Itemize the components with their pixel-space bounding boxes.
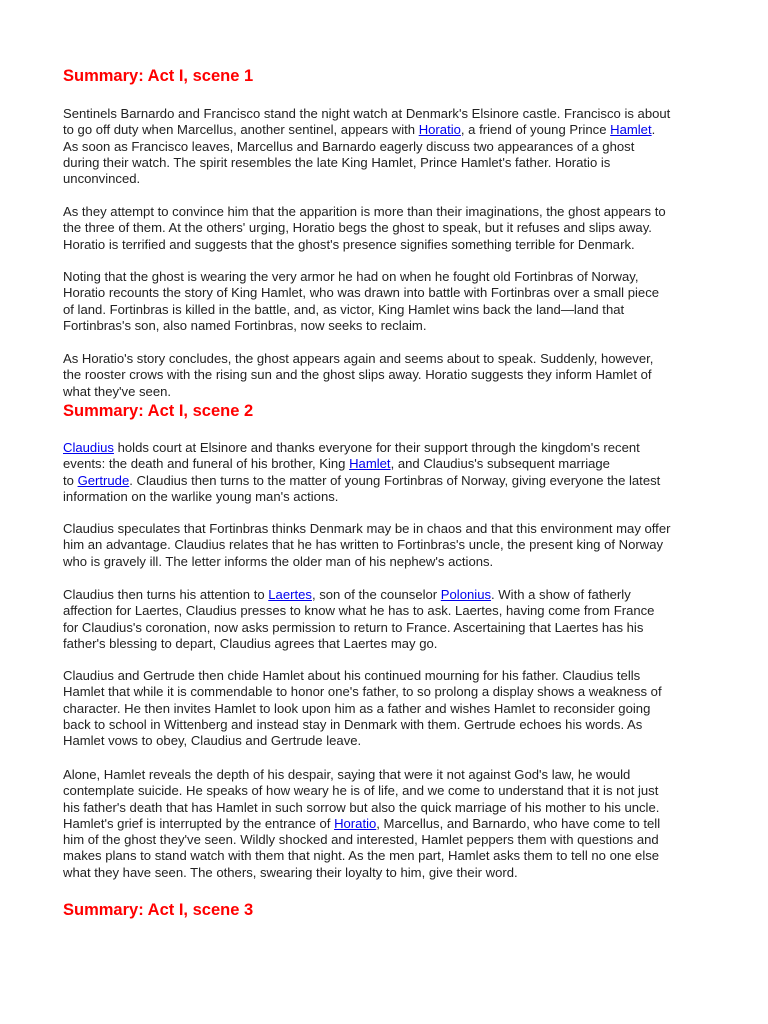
text-line bbox=[63, 603, 713, 619]
text-run: contemplate suicide. He speaks of how weary he is of life, and we come to understand that it is not just bbox=[63, 783, 659, 799]
link-horatio[interactable]: Horatio bbox=[334, 815, 377, 831]
text-line bbox=[63, 285, 713, 301]
text-line bbox=[63, 473, 713, 489]
text-run: Alone, Hamlet reveals the depth of his despair, saying that were it not against God's law, he would bbox=[63, 767, 631, 782]
text-line bbox=[63, 783, 713, 799]
text-run: to bbox=[63, 472, 78, 488]
text-run: for Claudius's coronation, now asks permission to return to France. Ascertaining that Laertes has his bbox=[63, 619, 644, 635]
text-run: , Marcellus, and Barnardo, who have come to tell bbox=[376, 815, 661, 831]
text-line bbox=[63, 717, 713, 733]
text-line bbox=[63, 302, 713, 318]
text-run: the rooster crows with the rising sun and the ghost slips away. Horatio suggests they inform Hamlet of bbox=[63, 367, 652, 383]
text-run: what they've seen. bbox=[63, 383, 172, 399]
text-run: . Claudius then turns to the matter of young Fortinbras of Norway, giving everyone the latest bbox=[129, 472, 661, 488]
text-line bbox=[63, 684, 713, 700]
link-hamlet[interactable]: Hamlet bbox=[610, 122, 652, 138]
text-run: , a friend of young Prince bbox=[460, 122, 611, 138]
paragraph bbox=[63, 106, 713, 187]
text-run: father's blessing to depart, Claudius agrees that Laertes may go. bbox=[63, 635, 438, 651]
paragraph bbox=[63, 440, 713, 505]
link-horatio[interactable]: Horatio bbox=[418, 122, 461, 138]
text-run: back to school in Wittenberg and instead stay in Denmark with them. Gertrude echoes his words. As bbox=[63, 716, 643, 732]
paragraph bbox=[63, 587, 713, 652]
text-line bbox=[63, 521, 713, 537]
text-line bbox=[63, 816, 713, 832]
text-run: holds court at Elsinore and thanks everyone for their support through the kingdom's recent bbox=[113, 440, 640, 455]
text-run: Hamlet vows to obey, Claudius and Gertrude leave. bbox=[63, 733, 362, 749]
text-run: Hamlet's grief is interrupted by the entrance of bbox=[63, 815, 335, 831]
text-line bbox=[63, 587, 713, 603]
text-run: events: the death and funeral of his brother, King bbox=[63, 456, 350, 472]
text-run: Horatio is terrified and suggests that the ghost's presence signifies something terrible for Denmark. bbox=[63, 236, 635, 252]
text-run: information on the warlike young man's actions. bbox=[63, 488, 339, 504]
text-line bbox=[63, 848, 713, 864]
heading-act1-scene1: Summary: Act I, scene 1 bbox=[63, 67, 254, 85]
text-line bbox=[63, 204, 713, 220]
text-run: of land. Fortinbras is killed in the battle, and, as victor, King Hamlet wins back the land—land that bbox=[63, 301, 625, 317]
text-line bbox=[63, 620, 713, 636]
text-line bbox=[63, 537, 713, 553]
text-run: . bbox=[651, 122, 656, 138]
text-line bbox=[63, 865, 713, 881]
link-gertrude[interactable]: Gertrude bbox=[77, 472, 130, 488]
text-run: . With a show of fatherly bbox=[491, 587, 631, 602]
paragraph bbox=[63, 521, 713, 570]
text-run: who is gravely ill. The letter informs the older man of his nephew's actions. bbox=[63, 553, 494, 569]
text-run: him of the ghost they've seen. Wildly shocked and interested, Hamlet peppers them with questions and bbox=[63, 832, 659, 848]
paragraph bbox=[63, 351, 713, 400]
text-run: Horatio recounts the story of King Hamlet, who was drawn into battle with Fortinbras over a small piece bbox=[63, 285, 660, 301]
text-line bbox=[63, 701, 713, 717]
text-line bbox=[63, 554, 713, 570]
text-run: to go off duty when Marcellus, another sentinel, appears with bbox=[63, 122, 419, 138]
text-run: what they have seen. The others, swearing their loyalty to him, give their word. bbox=[63, 864, 518, 880]
text-line bbox=[63, 489, 713, 505]
link-hamlet[interactable]: Hamlet bbox=[349, 456, 391, 472]
text-line bbox=[63, 767, 713, 783]
text-line bbox=[63, 122, 713, 138]
paragraph bbox=[63, 204, 713, 253]
text-line bbox=[63, 237, 713, 253]
text-line bbox=[63, 318, 713, 334]
text-line bbox=[63, 269, 713, 285]
text-run: the three of them. At the others' urging, Horatio begs the ghost to speak, but it refuses and slips away. bbox=[63, 220, 652, 236]
link-polonius[interactable]: Polonius bbox=[440, 587, 492, 602]
text-line bbox=[63, 733, 713, 749]
text-line bbox=[63, 171, 713, 187]
text-run: Claudius speculates that Fortinbras thinks Denmark may be in chaos and that this environment may offer bbox=[63, 521, 671, 536]
text-run: him an advantage. Claudius relates that he has written to Fortinbras's uncle, the present king of Norway bbox=[63, 537, 664, 553]
text-line bbox=[63, 384, 713, 400]
text-run: Hamlet that while it is commendable to honor one's father, to so prolong a display shows a weakness of bbox=[63, 684, 662, 700]
text-run: As they attempt to convince him that the apparition is more than their imaginations, the ghost appears to bbox=[63, 204, 666, 219]
link-claudius[interactable]: Claudius bbox=[63, 440, 114, 455]
text-line bbox=[63, 106, 713, 122]
paragraph bbox=[63, 767, 713, 881]
text-run: As soon as Francisco leaves, Marcellus and Barnardo eagerly discuss two appearances of a ghost bbox=[63, 138, 635, 154]
text-run: his father's death that has Hamlet in such sorrow but also the quick marriage of his mother to his uncle. bbox=[63, 799, 660, 815]
text-line bbox=[63, 139, 713, 155]
text-run: during their watch. The spirit resembles the late King Hamlet, Prince Hamlet's father. Horatio is bbox=[63, 154, 611, 170]
link-laertes[interactable]: Laertes bbox=[268, 587, 312, 602]
heading-act1-scene3: Summary: Act I, scene 3 bbox=[63, 901, 254, 919]
text-line bbox=[63, 440, 713, 456]
text-run: unconvinced. bbox=[63, 171, 141, 187]
text-line bbox=[63, 832, 713, 848]
heading-act1-scene2: Summary: Act I, scene 2 bbox=[63, 402, 254, 420]
text-run: character. He then invites Hamlet to look upon him as a father and wishes Hamlet to reconsider going bbox=[63, 700, 651, 716]
text-run: affection for Laertes, Claudius presses to know what he has to ask. Laertes, having come from France bbox=[63, 603, 655, 619]
text-run: Noting that the ghost is wearing the very armor he had on when he fought old Fortinbras of Norway, bbox=[63, 269, 639, 284]
text-run: makes plans to stand watch with them that night. As the men part, Hamlet asks them to tell no one else bbox=[63, 848, 660, 864]
text-line bbox=[63, 220, 713, 236]
paragraph bbox=[63, 269, 713, 334]
text-run: As Horatio's story concludes, the ghost appears again and seems about to speak. Suddenly, however, bbox=[63, 351, 654, 366]
text-line bbox=[63, 367, 713, 383]
text-line bbox=[63, 668, 713, 684]
text-line bbox=[63, 351, 713, 367]
text-run: Fortinbras's son, also named Fortinbras, now seeks to reclaim. bbox=[63, 317, 427, 333]
text-run: Claudius and Gertrude then chide Hamlet about his continued mourning for his father. Claudius tells bbox=[63, 668, 641, 683]
text-run: , son of the counselor bbox=[311, 587, 441, 602]
text-run: , and Claudius's subsequent marriage bbox=[390, 456, 610, 472]
paragraph bbox=[63, 668, 713, 749]
text-line bbox=[63, 636, 713, 652]
text-run: Sentinels Barnardo and Francisco stand the night watch at Denmark's Elsinore castle. Francisco is about bbox=[63, 106, 671, 121]
text-line bbox=[63, 456, 713, 472]
text-line bbox=[63, 155, 713, 171]
text-run: Claudius then turns his attention to bbox=[63, 587, 269, 602]
text-line bbox=[63, 800, 713, 816]
